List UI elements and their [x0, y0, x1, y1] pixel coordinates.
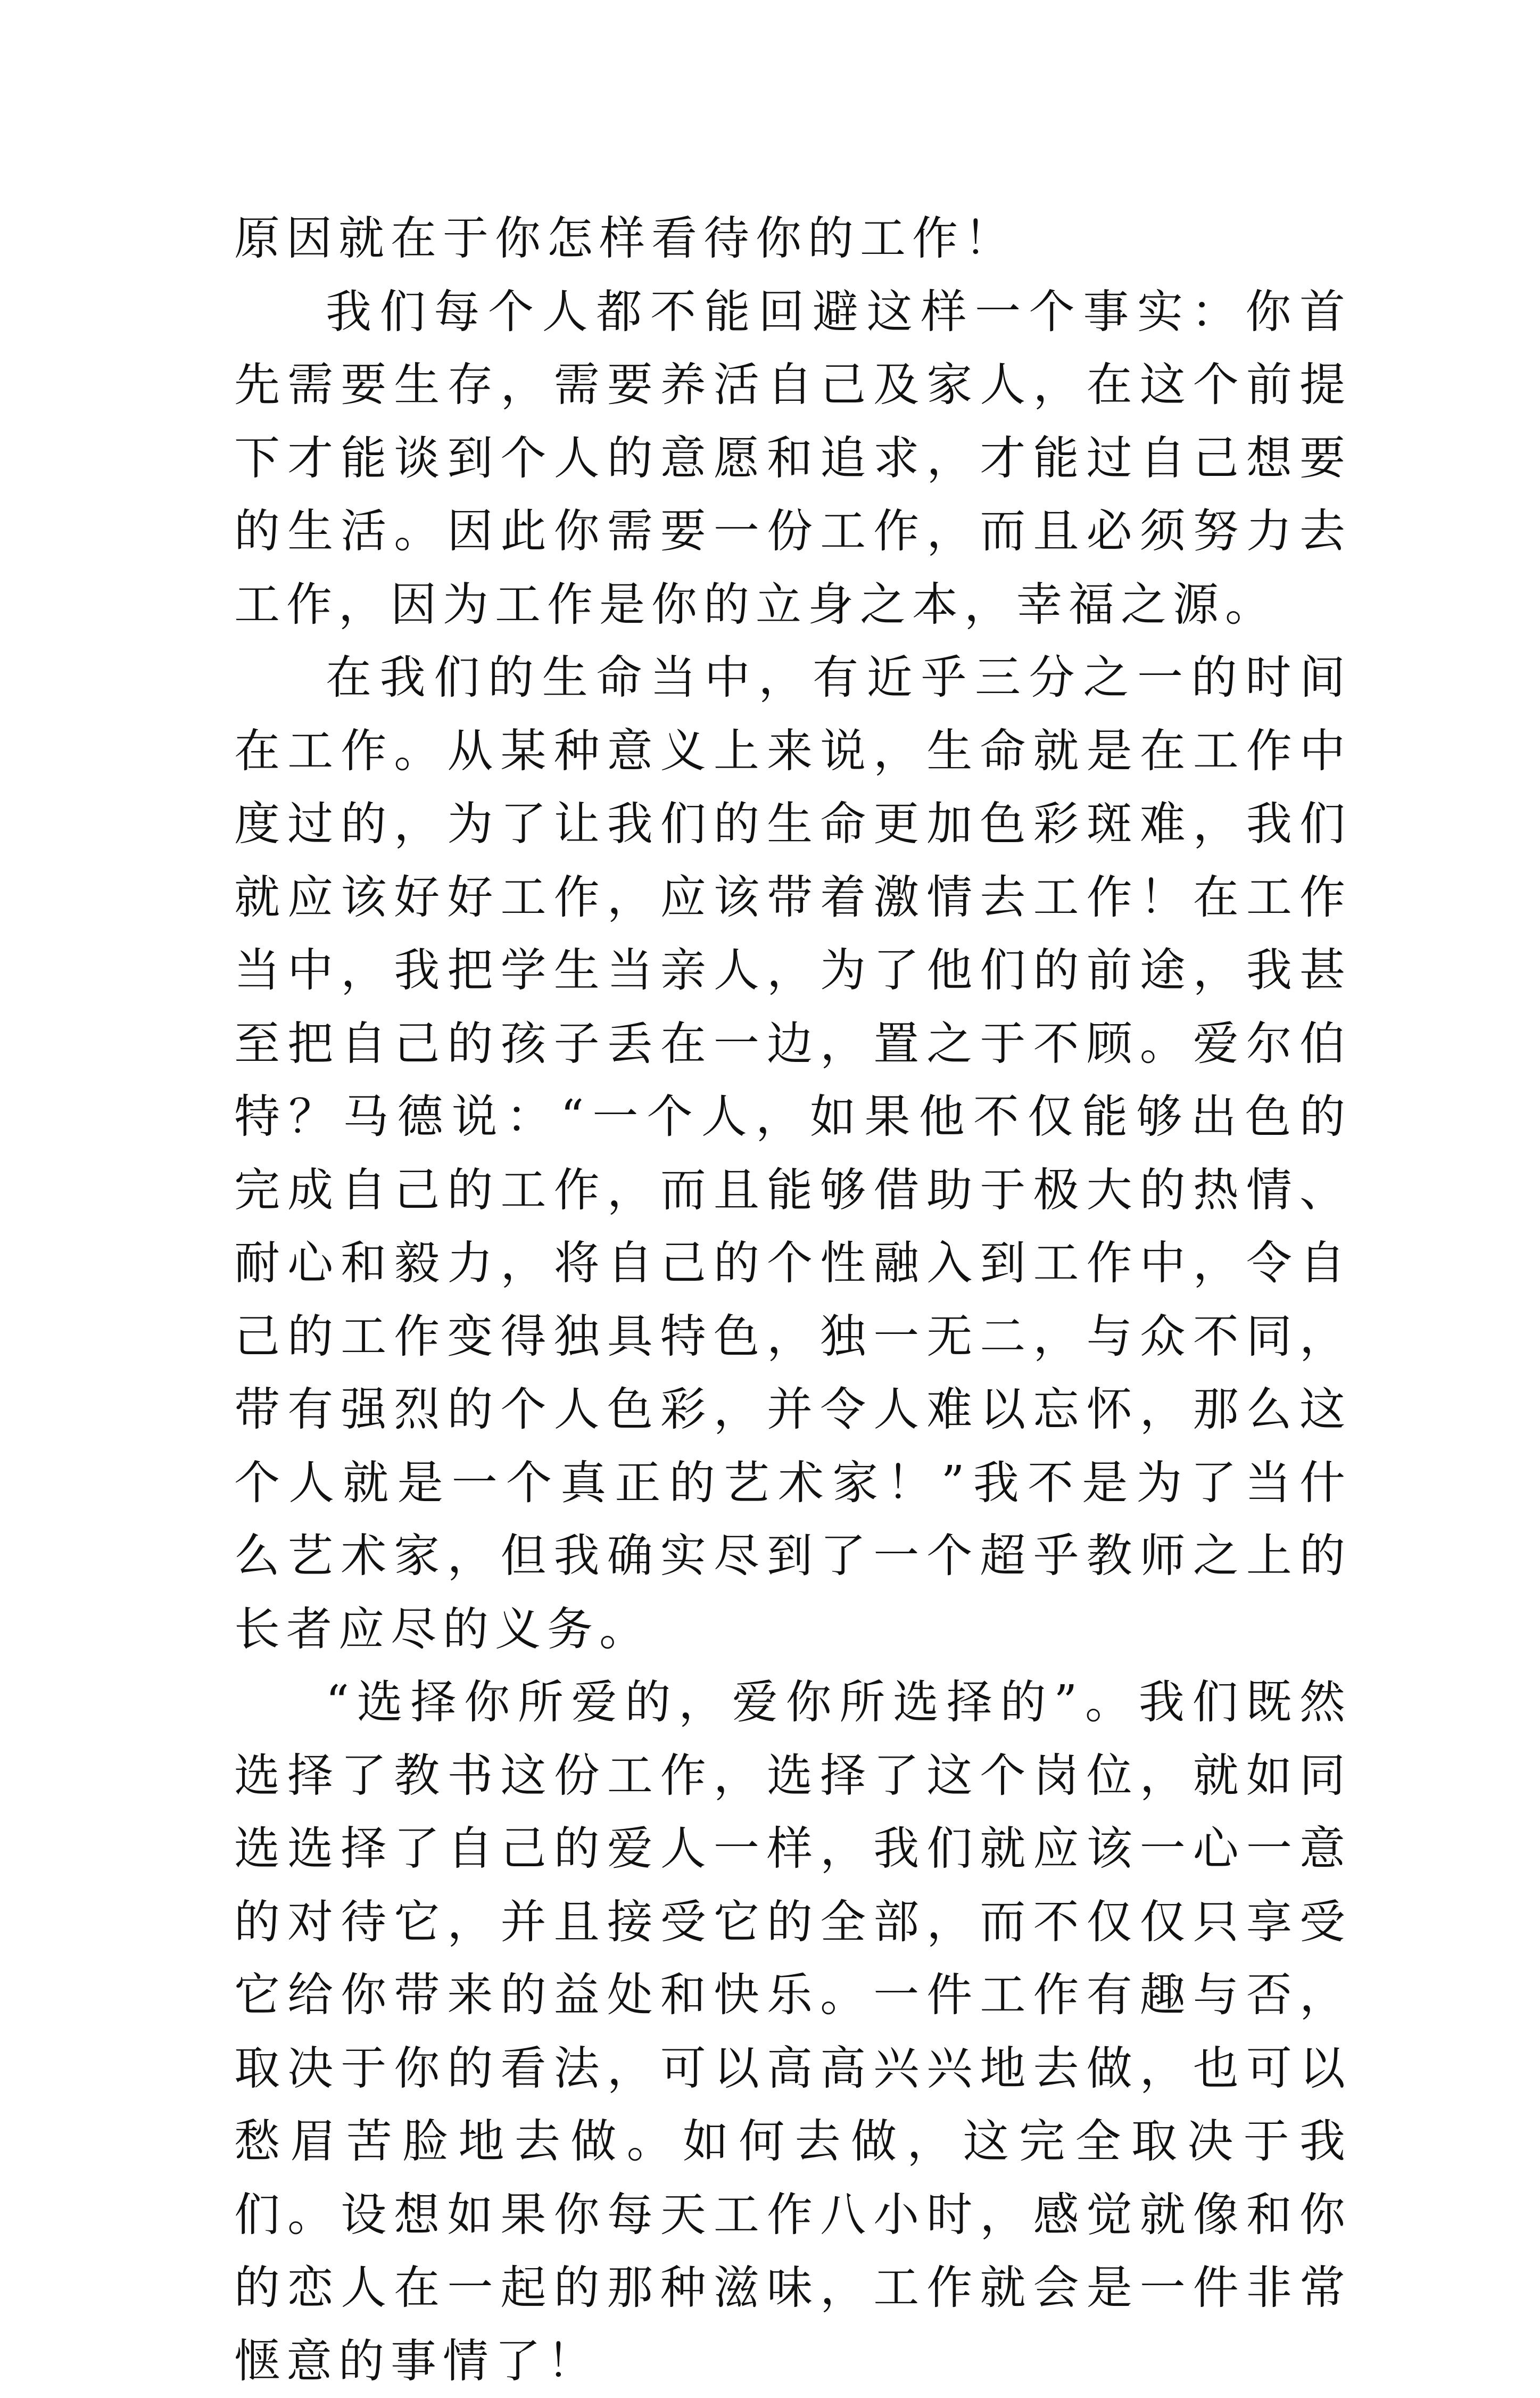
paragraph-1: 原因就在于你怎样看待你的工作！	[234, 212, 1016, 265]
paragraph-4: “选择你所爱的，爱你所选择的”。我们既然选择了教书这份工作，选择了这个岗位，就如同选选择了自己的爱人一样，我们就应该一心一意的对待它，并且接受它的全部，而不仅仅只享受它给你带来的益处和快乐。一件工作有趣与否，取决于你的看法，可以高高兴兴地去做，也可以愁眉苦脸地去做。如何去做，这完全取决于我们。设想如果你每天工作八小时，感觉就像和你的恋人在一起的那种滋味，工作就会是一件非常惬意的事情了！	[234, 1676, 1352, 2388]
paragraph-3: 在我们的生命当中，有近乎三分之一的时间在工作。从某种意义上来说，生命就是在工作中度过的，为了让我们的生命更加色彩斑难，我们就应该好好工作，应该带着激情去工作！在工作当中，我把学生当亲人，为了他们的前途，我甚至把自己的孩子丢在一边，置之于不顾。爱尔伯特？马德说：“一个人，如果他不仅能够出色的完成自己的工作，而且能够借助于极大的热情、耐心和毅力，将自己的个性融入到工作中，令自己的工作变得独具特色，独一无二，与众不同，带有强烈的个人色彩，并令人难以忘怀，那么这个人就是一个真正的艺术家！”我不是为了当什么艺术家，但我确实尽到了一个超乎教师之上的长者应尽的义务。	[234, 651, 1352, 1656]
document-body	[234, 202, 1352, 2398]
paragraph-2: 我们每个人都不能回避这样一个事实：你首先需要生存，需要养活自己及家人，在这个前提下才能谈到个人的意愿和追求，才能过自己想要的生活。因此你需要一份工作，而且必须努力去工作，因为工作是你的立身之本，幸福之源。	[234, 285, 1352, 631]
